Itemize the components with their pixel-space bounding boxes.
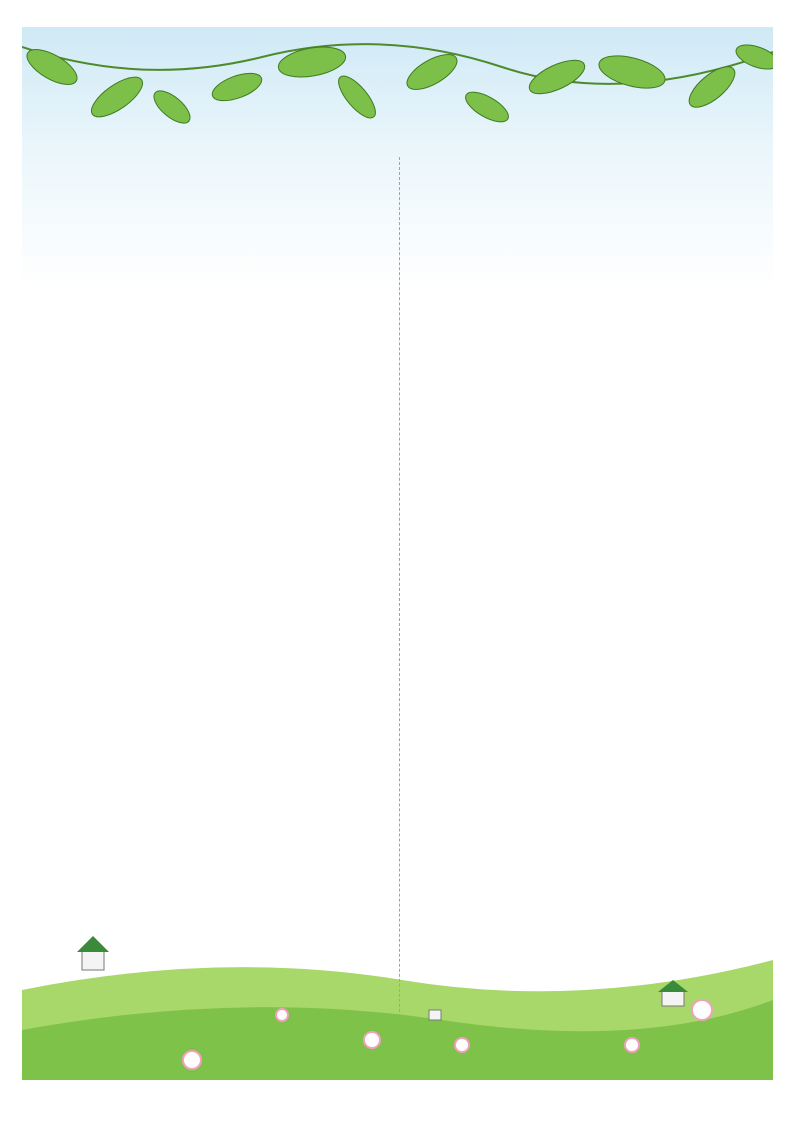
meadow-decoration — [22, 920, 773, 1080]
toc-page — [22, 27, 773, 1080]
leaf-vine-decoration — [22, 27, 773, 157]
column-divider — [399, 157, 400, 1077]
